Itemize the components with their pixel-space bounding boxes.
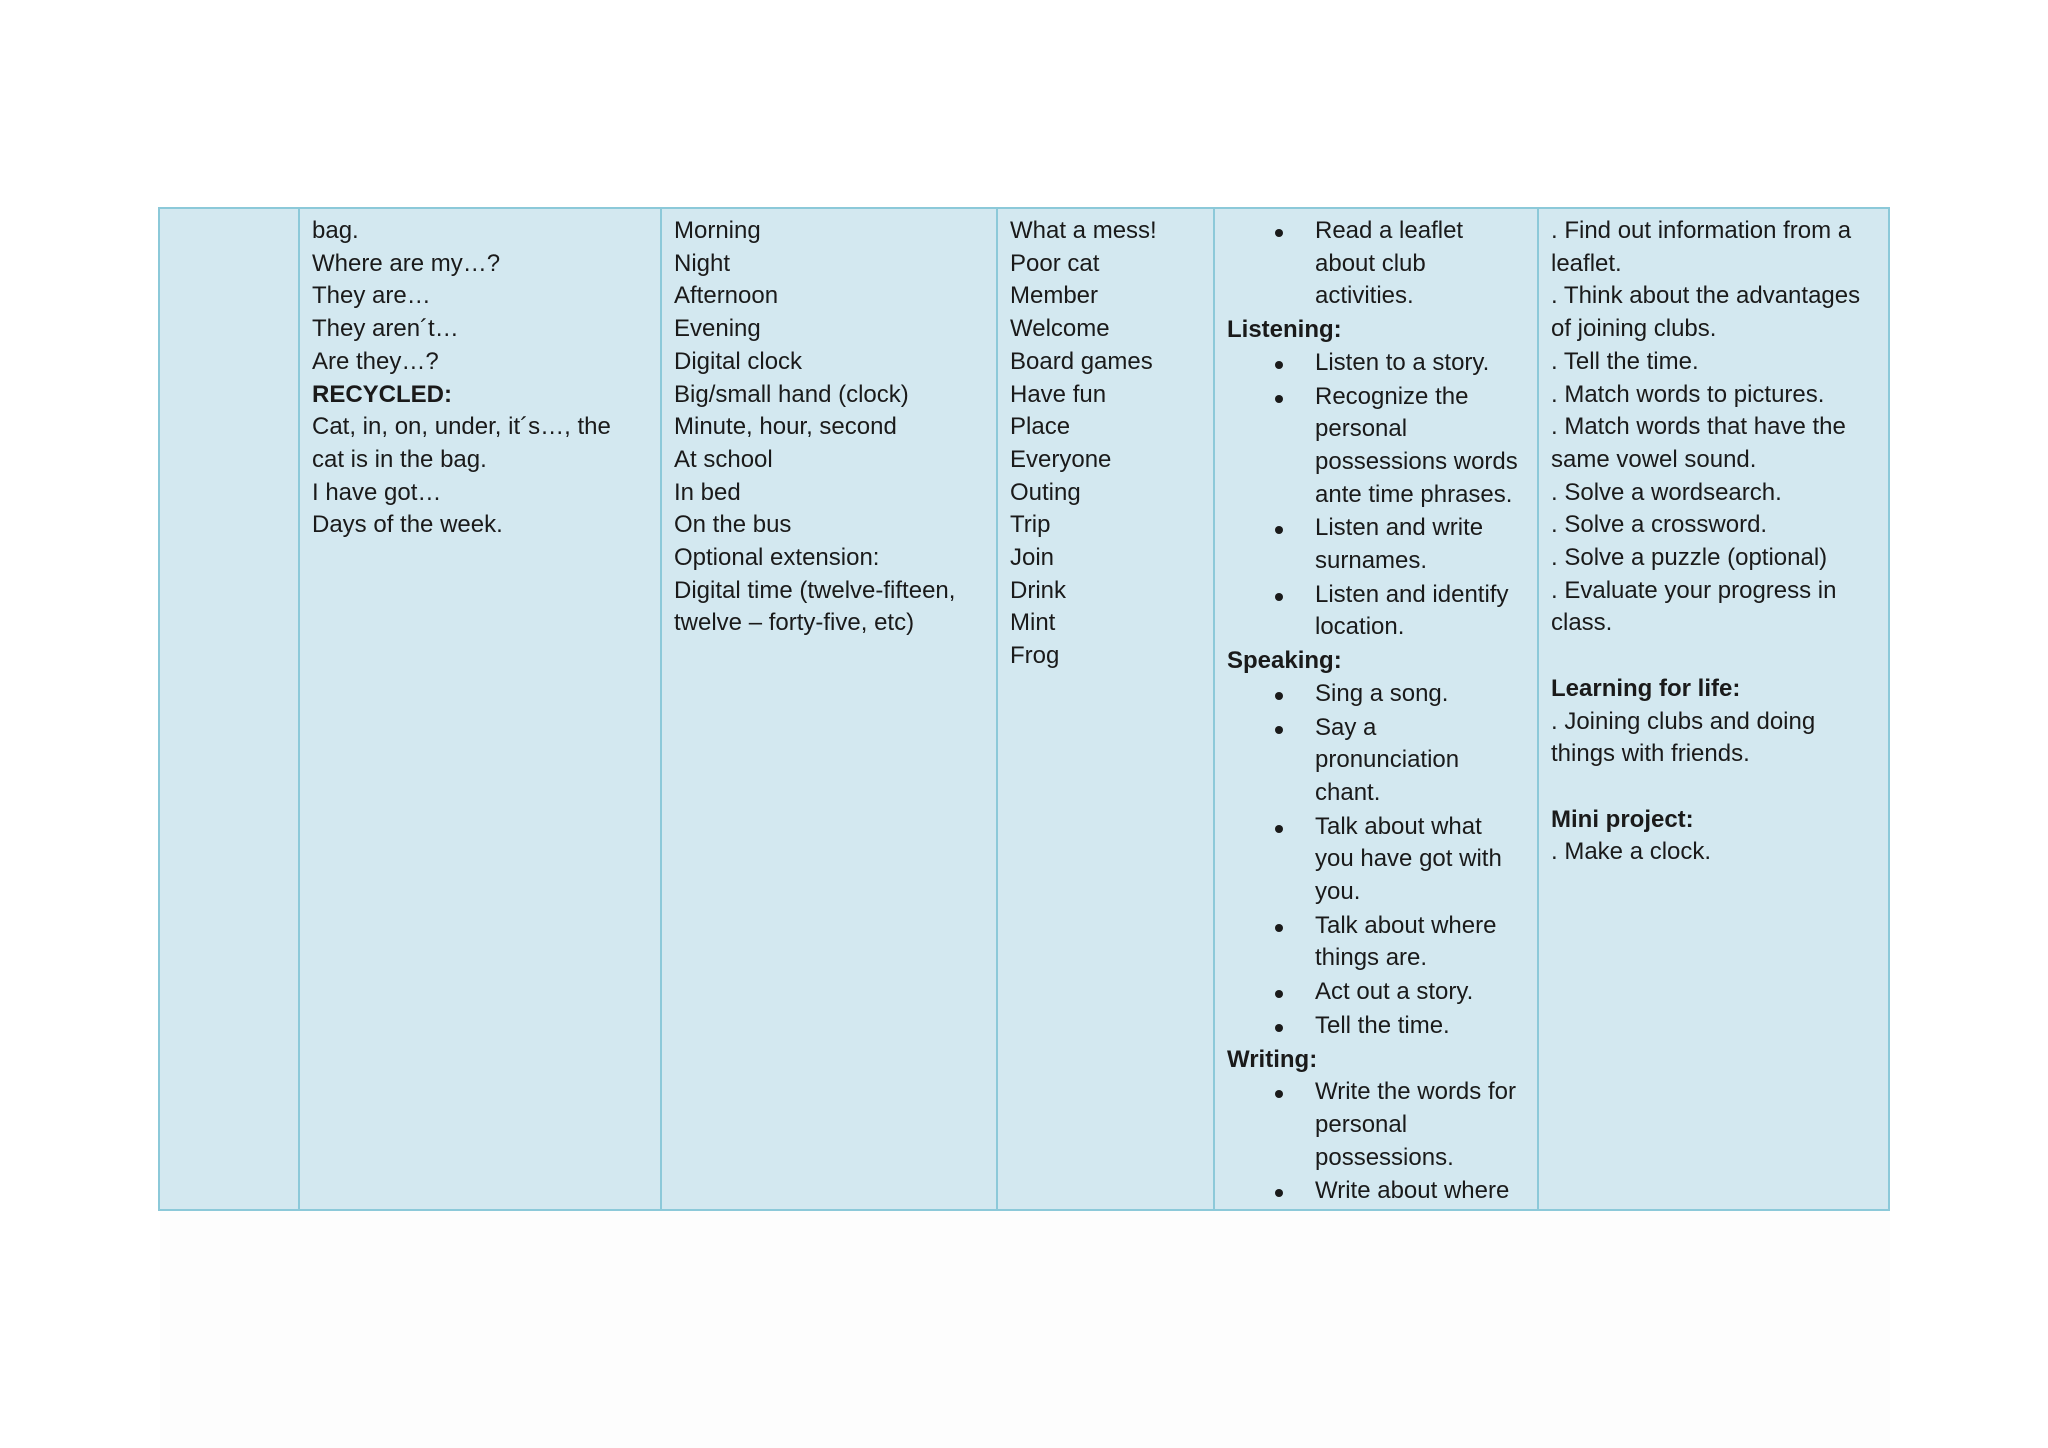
grammar-line: Days of the week. bbox=[312, 511, 503, 539]
list-item bbox=[1227, 1175, 1525, 1208]
story-vocabulary-cell bbox=[997, 208, 1214, 1210]
page-bottom-area bbox=[160, 1210, 1890, 1448]
outcome-line: . Match words to pictures. bbox=[1551, 380, 1825, 408]
story-vocabulary-line: Frog bbox=[1010, 642, 1060, 670]
bullet-icon bbox=[1275, 924, 1283, 932]
story-vocabulary-line: Board games bbox=[1010, 347, 1153, 375]
list-item-text: Act out a story. bbox=[1315, 978, 1474, 1006]
list-item bbox=[1227, 678, 1525, 711]
list-item-text: Listen and write surnames. bbox=[1315, 514, 1484, 575]
story-vocabulary-line: Poor cat bbox=[1010, 249, 1100, 277]
bullet-icon bbox=[1275, 593, 1283, 601]
bullet-icon bbox=[1275, 1189, 1283, 1197]
outcome-line: . Find out information from a leaflet. bbox=[1551, 217, 1852, 277]
speaking-list bbox=[1227, 678, 1525, 1043]
list-item bbox=[1227, 1010, 1525, 1043]
mini-project-heading: Mini project: bbox=[1551, 805, 1694, 833]
list-item-text: Recognize the personal possessions words ante time phrases. bbox=[1315, 382, 1518, 508]
list-item-text: Tell the time. bbox=[1315, 1011, 1450, 1039]
list-item bbox=[1227, 976, 1525, 1009]
story-vocabulary-line: Trip bbox=[1010, 511, 1051, 539]
grammar-line: bag. bbox=[312, 217, 359, 244]
bullet-icon bbox=[1275, 229, 1283, 237]
list-item-text: Listen and identify location. bbox=[1315, 580, 1509, 641]
empty-cell bbox=[159, 208, 299, 1210]
list-item bbox=[1227, 910, 1525, 975]
list-item-text: Talk about where things are. bbox=[1315, 911, 1497, 972]
vocabulary-line: Afternoon bbox=[674, 282, 779, 310]
bullet-icon bbox=[1275, 1090, 1283, 1098]
vocabulary-line: Morning bbox=[674, 217, 761, 244]
outcome-list bbox=[1551, 215, 1876, 640]
writing-list bbox=[1227, 1076, 1525, 1208]
vocabulary-line: Evening bbox=[674, 315, 761, 343]
vocabulary-line: In bed bbox=[674, 478, 741, 506]
grammar-line: Are they…? bbox=[312, 347, 439, 375]
outcome-line: . Match words that have the same vowel sound. bbox=[1551, 413, 1846, 473]
bullet-icon bbox=[1275, 692, 1283, 700]
list-item bbox=[1227, 712, 1525, 810]
outcome-line: . Evaluate your progress in class. bbox=[1551, 576, 1837, 637]
vocabulary-line: On the bus bbox=[674, 511, 792, 539]
mini-project-text: . Make a clock. bbox=[1551, 838, 1712, 866]
list-item-text: Write about where bbox=[1315, 1177, 1510, 1205]
story-vocabulary-line: Everyone bbox=[1010, 445, 1112, 473]
story-vocabulary-line: Member bbox=[1010, 282, 1099, 310]
writing-heading: Writing: bbox=[1227, 1045, 1318, 1073]
list-item bbox=[1227, 579, 1525, 644]
vocabulary-line: Digital time (twelve-fifteen, twelve – forty-five, etc) bbox=[674, 576, 956, 637]
grammar-line: They are… bbox=[312, 282, 431, 310]
list-item-text: Sing a song. bbox=[1315, 679, 1449, 707]
list-item bbox=[1227, 811, 1525, 909]
list-item bbox=[1227, 512, 1525, 577]
spacer bbox=[1551, 640, 1876, 673]
list-item-text: Read a leaflet about club activities. bbox=[1315, 217, 1464, 310]
story-vocabulary-line: Have fun bbox=[1010, 380, 1107, 408]
bullet-icon bbox=[1275, 825, 1283, 833]
grammar-line: I have got… bbox=[312, 478, 442, 506]
story-vocabulary-line: What a mess! bbox=[1010, 217, 1157, 244]
outcome-line: . Solve a crossword. bbox=[1551, 511, 1768, 539]
bullet-icon bbox=[1275, 1024, 1283, 1032]
list-item bbox=[1227, 381, 1525, 512]
list-item-text: Write the words for personal possessions. bbox=[1315, 1078, 1516, 1171]
outcomes-cell bbox=[1538, 208, 1889, 1210]
outcome-line: . Think about the advantages of joining clubs. bbox=[1551, 282, 1861, 343]
list-item bbox=[1227, 1076, 1525, 1174]
grammar-line: They aren´t… bbox=[312, 315, 459, 343]
learning-for-life-heading: Learning for life: bbox=[1551, 674, 1741, 702]
grammar-cell bbox=[299, 208, 661, 1210]
list-item-text: Listen to a story. bbox=[1315, 348, 1490, 376]
grammar-line: Where are my…? bbox=[312, 249, 501, 277]
story-vocabulary-line: Join bbox=[1010, 544, 1055, 572]
story-vocabulary-line: Place bbox=[1010, 413, 1071, 441]
vocabulary-line: Optional extension: bbox=[674, 544, 880, 572]
outcome-line: . Tell the time. bbox=[1551, 347, 1699, 375]
bullet-icon bbox=[1275, 990, 1283, 998]
outcome-line: . Solve a puzzle (optional) bbox=[1551, 544, 1828, 572]
vocabulary-line: Minute, hour, second bbox=[674, 413, 897, 441]
reading-list bbox=[1227, 215, 1525, 313]
story-vocabulary-line: Outing bbox=[1010, 478, 1081, 506]
vocabulary-line: Digital clock bbox=[674, 347, 803, 375]
bullet-icon bbox=[1275, 526, 1283, 534]
skills-cell bbox=[1214, 208, 1538, 1210]
vocabulary-line: Night bbox=[674, 249, 731, 277]
bullet-icon bbox=[1275, 726, 1283, 734]
list-item-text: Talk about what you have got with you. bbox=[1315, 812, 1502, 906]
story-vocabulary-line: Welcome bbox=[1010, 315, 1110, 343]
listening-heading: Listening: bbox=[1227, 316, 1342, 344]
vocabulary-line: At school bbox=[674, 445, 773, 473]
bullet-icon bbox=[1275, 361, 1283, 369]
speaking-heading: Speaking: bbox=[1227, 647, 1342, 675]
learning-for-life-text: . Joining clubs and doing things with friends. bbox=[1551, 707, 1816, 768]
vocabulary-line: Big/small hand (clock) bbox=[674, 380, 909, 408]
bullet-icon bbox=[1275, 395, 1283, 403]
vocabulary-cell bbox=[661, 208, 997, 1210]
list-item bbox=[1227, 215, 1525, 313]
table-row bbox=[159, 208, 1889, 1210]
listening-list bbox=[1227, 347, 1525, 644]
spacer bbox=[1551, 771, 1876, 804]
outcome-line: . Solve a wordsearch. bbox=[1551, 478, 1782, 506]
grammar-line: Cat, in, on, under, it´s…, the cat is in the bag. bbox=[312, 413, 611, 473]
lesson-plan-table bbox=[158, 207, 1890, 1211]
story-vocabulary-line: Drink bbox=[1010, 576, 1067, 604]
story-vocabulary-line: Mint bbox=[1010, 609, 1056, 637]
recycled-heading: RECYCLED: bbox=[312, 380, 453, 408]
list-item-text: Say a pronunciation chant. bbox=[1315, 713, 1460, 806]
list-item bbox=[1227, 347, 1525, 380]
